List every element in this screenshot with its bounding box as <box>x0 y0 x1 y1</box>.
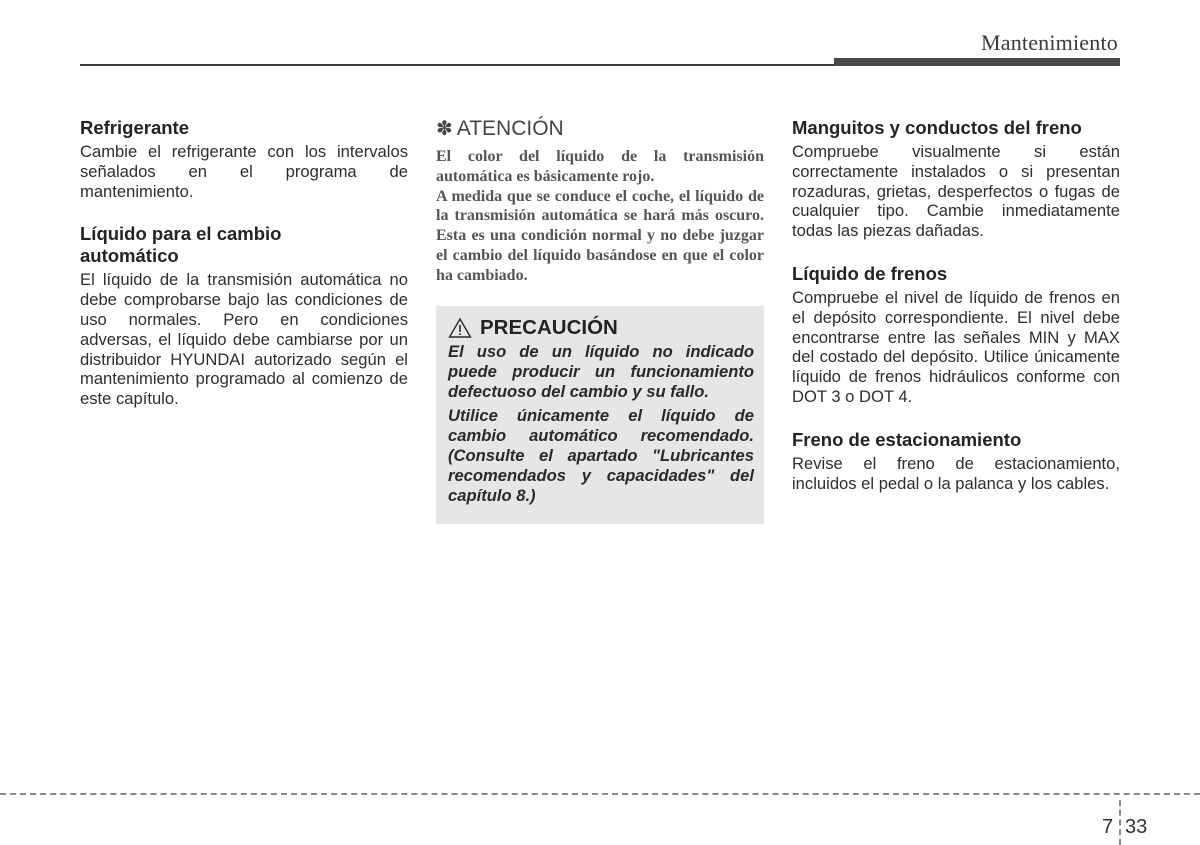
header-rule <box>80 64 836 66</box>
chapter-number: 7 <box>1102 816 1114 838</box>
section-heading: Freno de estacionamiento <box>792 428 1022 450</box>
section-heading: Manguitos y conductos del freno <box>792 117 1082 138</box>
footer-dashed-rule <box>0 793 1200 795</box>
section-freno-estacionamiento <box>792 429 1120 494</box>
header-rule-accent <box>834 58 1120 66</box>
footer-dashed-divider <box>1119 800 1121 845</box>
page-number: 33 <box>1125 816 1148 838</box>
section-manguitos-conductos-freno <box>792 117 1120 241</box>
precaution-paragraph: El uso de un líquido no indicado puede producir un funcionamiento defectuoso del cambio y su fallo. <box>448 341 754 401</box>
warning-triangle-icon <box>448 317 472 339</box>
section-heading: Líquido para el cambio automático <box>80 223 282 267</box>
section-liquido-frenos <box>792 263 1120 407</box>
section-heading: Líquido de frenos <box>792 262 948 284</box>
column-right <box>792 117 1120 515</box>
column-left <box>80 117 408 431</box>
section-text: Revise el freno de estacionamiento, incluidos el pedal o la palanca y los cables. <box>792 453 1120 493</box>
precaution-heading <box>448 316 754 340</box>
attention-paragraph: A medida que se conduce el coche, el líquido de la transmisión automática se hará más oscuro. Esta es una condición normal y no debe juzgar el cambio del líquido basándose en que el color ha cambiado. <box>436 187 764 284</box>
page-header-title: Mantenimiento <box>980 30 1118 55</box>
precaution-title: PRECAUCIÓN <box>480 315 618 339</box>
section-text: Cambie el refrigerante con los intervalos señalados en el programa de mantenimiento. <box>80 142 408 201</box>
precaution-paragraph: Utilice únicamente el líquido de cambio automático recomendado. (Consulte el apartado "Lubricantes recomendados y capacidades" del capítulo 8.) <box>448 405 754 505</box>
section-liquido-cambio-automatico <box>80 223 408 409</box>
section-refrigerante <box>80 117 408 201</box>
column-middle <box>436 117 764 524</box>
section-text: Compruebe visualmente si están correctamente instalados o si presentan rozaduras, grietas, desperfectos o fugas de cualquier tipo. Cambie inmediatamente todas las piezas dañadas. <box>792 142 1120 241</box>
precaution-box <box>436 306 764 524</box>
attention-heading <box>436 117 764 141</box>
section-text: El líquido de la transmisión automática no debe comprobarse bajo las condiciones de uso normales. Pero en condiciones adversas, el líquido debe cambiarse por un distribuidor HYUNDAI autorizado según el mantenimiento programado al comienzo de este capítulo. <box>80 270 408 409</box>
section-heading: Refrigerante <box>80 117 189 138</box>
section-text: Compruebe el nivel de líquido de frenos en el depósito correspondiente. El nivel debe encontrarse entre las señales MIN y MAX del costado del depósito. Utilice únicamente líquido de frenos hidráulicos conforme con DOT 3 o DOT 4. <box>792 287 1120 406</box>
attention-title: ATENCIÓN <box>456 117 564 140</box>
attention-paragraph: El color del líquido de la transmisión automática es básicamente rojo. <box>436 148 764 185</box>
asterisk-icon: ✽ <box>436 118 453 140</box>
